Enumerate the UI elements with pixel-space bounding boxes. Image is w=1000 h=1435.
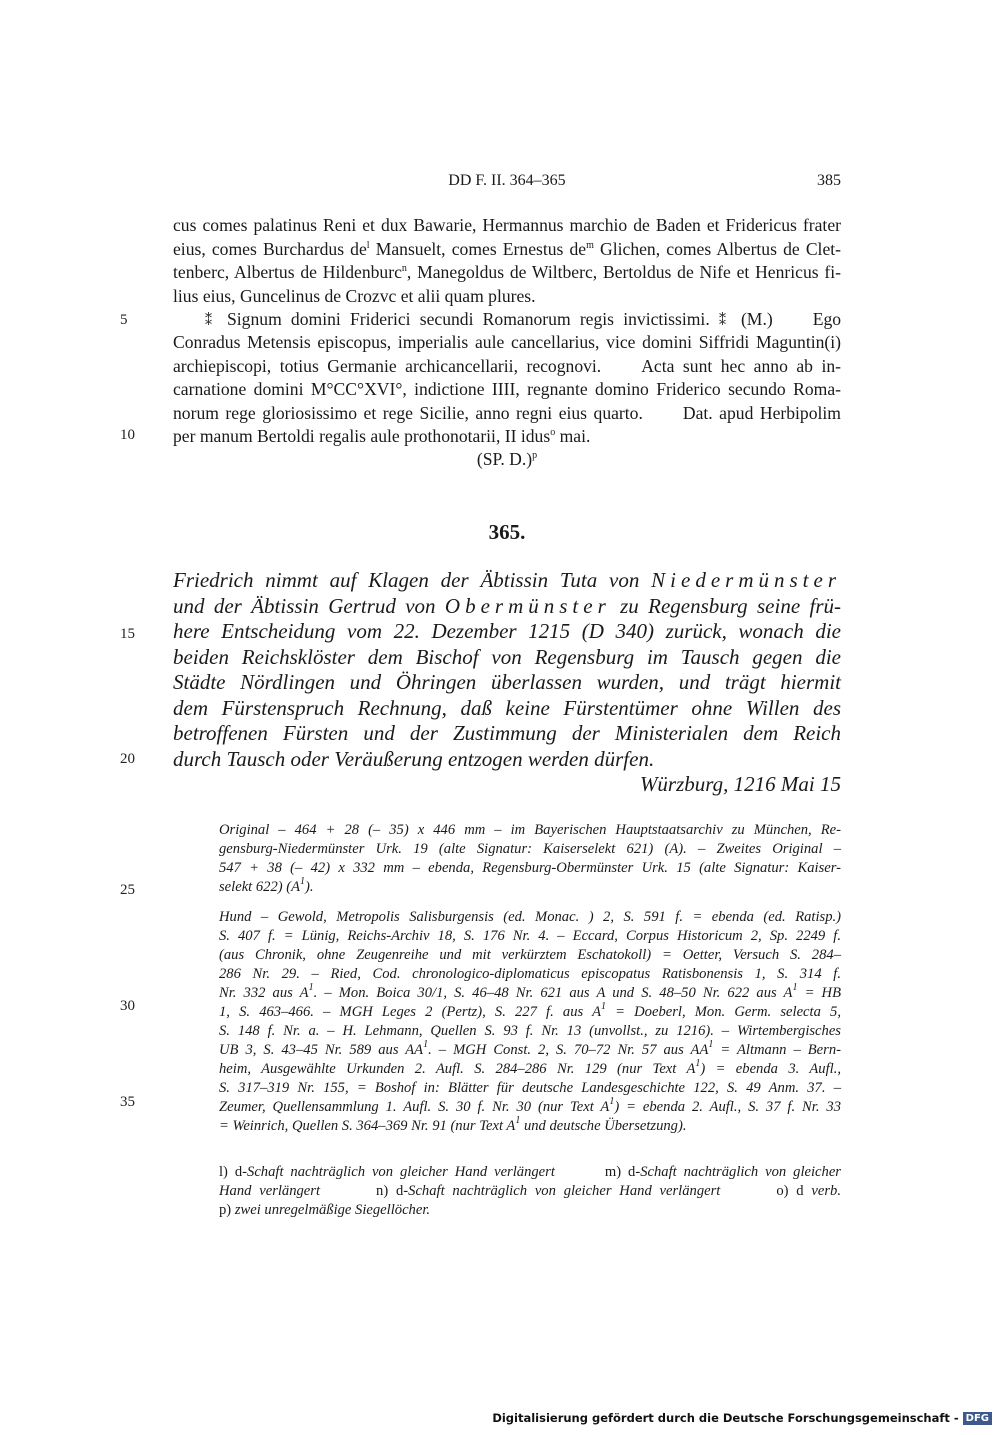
line-number: 25	[120, 882, 135, 898]
line-number: 15	[120, 626, 135, 642]
text-line: carnatione domini M°CC°XVI°, indictione IIII, regnante domino Friderico secundo Roma-	[173, 379, 841, 399]
dfg-logo: DFG	[963, 1412, 992, 1425]
footnote-line: l) d-Schaft nachträglich von gleicher Hand verlängert m) d-Schaft nachträglich von gleicher	[219, 1164, 841, 1180]
bibliography-line: UB 3, S. 43–45 Nr. 589 aus $AA^1$. – MGH Const. 2, S. 70–72 Nr. 57 aus $AA^1$ = Altmann – Bern-	[219, 1039, 841, 1058]
text-line: lius eius, Guncelinus de Crozvc et alii quam plures.	[173, 286, 536, 306]
line-number: 20	[120, 751, 135, 767]
funding-notice	[492, 1411, 992, 1425]
bibliography-line: 286 Nr. 29. – Ried, Cod. chronologico-diplomaticus episcopatus Ratisbonensis 1, S. 314 f.	[219, 966, 841, 982]
text-line: eius, comes Burchardus $de^l$ Mansuelt, comes Ernestus $de^m$ Glichen, comes Albertus de Clet-	[173, 239, 841, 259]
regest-line: und der Äbtissin Gertrud von Obermünster zu Regensburg seine frü-	[173, 594, 842, 618]
regest-line: betroffenen Fürsten und der Zustimmung der Ministerialen dem Reich	[173, 721, 841, 745]
text-line: norum rege gloriosissimo et rege Sicilie, anno regni eius quarto. Dat. apud Herbipolim	[173, 403, 841, 423]
funding-text: Digitalisierung gefördert durch die Deutsche Forschungsgemeinschaft -	[492, 1411, 959, 1425]
page-number: 385	[817, 172, 841, 189]
bibliography-line: S. 407 f. = Lünig, Reichs-Archiv 18, S. 176 Nr. 4. – Eccard, Corpus Historicum 2, Sp. 2249 f.	[219, 928, 841, 944]
document-number: 365.	[488, 520, 526, 544]
line-number: 5	[120, 312, 128, 328]
line-number: 10	[120, 427, 135, 443]
bibliography-line: 1, S. 463–466. – MGH Leges 2 (Pertz), S. 227 f. aus $A^1$ = Doeberl, Mon. Germ. selecta 5,	[219, 1001, 841, 1020]
text-line: Conradus Metensis episcopus, imperialis aule cancellarius, vice domini Siffridi Maguntin(i)	[173, 332, 841, 352]
text-line: ⁑ Signum domini Friderici secundi Romanorum regis invictissimi. ⁑ (M.) Ego	[205, 309, 842, 329]
line-number: 30	[120, 998, 135, 1014]
tradition-line: 547 + 38 (– 42) x 332 mm – ebenda, Regensburg-Obermünster Urk. 15 (alte Signatur: Kaiser-	[219, 860, 841, 876]
regest-line: Städte Nördlingen und Öhringen überlassen wurden, und trägt hiermit	[173, 670, 841, 694]
text-line: tenberc, Albertus de Hildenburc$^n$, Manegoldus de Wiltberc, Bertoldus de Nife et Henricus fi-	[173, 262, 841, 282]
running-title: DD F. II. 364–365	[448, 172, 566, 189]
footnote-line: Hand verlängert n) d-Schaft nachträglich von gleicher Hand verlängert o) d verb.	[219, 1183, 841, 1199]
text-line: archiepiscopi, totius Germanie archicancellarii, recognovi. Acta sunt hec anno ab in-	[173, 356, 842, 376]
regest-line: dem Fürstenspruch Rechnung, daß keine Fürstentümer ohne Willen des	[173, 696, 841, 720]
chrismon-icon: ⁑	[205, 314, 218, 329]
regest-line: durch Tausch oder Veräußerung entzogen werden dürfen.	[173, 747, 655, 771]
bibliography-line: Zeumer, Quellensammlung 1. Aufl. S. 30 f. Nr. 30 (nur Text $A^1$) = ebenda 2. Aufl., S. 37 f. Nr. 33	[219, 1096, 842, 1115]
seal-note: (SP. D.)$^p$	[476, 449, 538, 469]
bibliography-line: Nr. 332 aus $A^1$. – Mon. Boica 30/1, S. 46–48 Nr. 621 aus A und S. 48–50 Nr. 622 aus $A^1$ = HB	[219, 982, 841, 1001]
regest-line: here Entscheidung vom 22. Dezember 1215 (D 340) zurück, wonach die	[173, 619, 841, 643]
text-line: cus comes palatinus Reni et dux Bawarie, Hermannus marchio de Baden et Fridericus frater	[173, 215, 841, 235]
bibliography-line: = Weinrich, Quellen S. 364–369 Nr. 91 (nur Text $A^1$ und deutsche Übersetzung).	[219, 1115, 687, 1134]
tradition-line: selekt 622) $(A^1)$.	[219, 876, 314, 895]
bibliography-line: Hund – Gewold, Metropolis Salisburgensis (ed. Monac. ) 2, S. 591 f. = ebenda (ed. Ratisp.)	[219, 909, 841, 925]
tradition-line: Original – 464 + 28 (– 35) x 446 mm – im Bayerischen Hauptstaatsarchiv zu München, Re-	[219, 822, 841, 838]
regest-line: beiden Reichsklöster dem Bischof von Regensburg im Tausch gegen die	[173, 645, 841, 669]
bibliography-line: S. 148 f. Nr. a. – H. Lehmann, Quellen S. 93 f. Nr. 13 (unvollst., zu 1216). – Wirtembergisches	[219, 1023, 841, 1039]
text-line: per manum Bertoldi regalis aule prothonotarii, II idus$^o$ mai.	[173, 426, 591, 446]
bibliography-line: (aus Chronik, ohne Zeugenreihe und mit verkürztem Eschatokoll) = Oetter, Versuch S. 284–	[219, 947, 841, 963]
monogram-cross-icon: ⁑	[718, 314, 732, 329]
tradition-line: gensburg-Niedermünster Urk. 19 (alte Signatur: Kaiserselekt 621) (A). – Zweites Original –	[219, 841, 841, 857]
footnote-line: p) zwei unregelmäßige Siegellöcher.	[219, 1202, 431, 1218]
regest-line: Friedrich nimmt auf Klagen der Äbtissin Tuta von Niedermünster	[173, 568, 841, 592]
bibliography-line: heim, Ausgewählte Urkunden 2. Aufl. S. 284–286 Nr. 129 (nur Text $A^1$) = ebenda 3. Aufl.,	[219, 1058, 841, 1077]
place-date: Würzburg, 1216 Mai 15	[639, 772, 841, 796]
line-number: 35	[120, 1094, 135, 1110]
bibliography-line: S. 317–319 Nr. 155, = Boshof in: Blätter für deutsche Landesgeschichte 122, S. 49 Anm. 37. –	[219, 1080, 841, 1096]
